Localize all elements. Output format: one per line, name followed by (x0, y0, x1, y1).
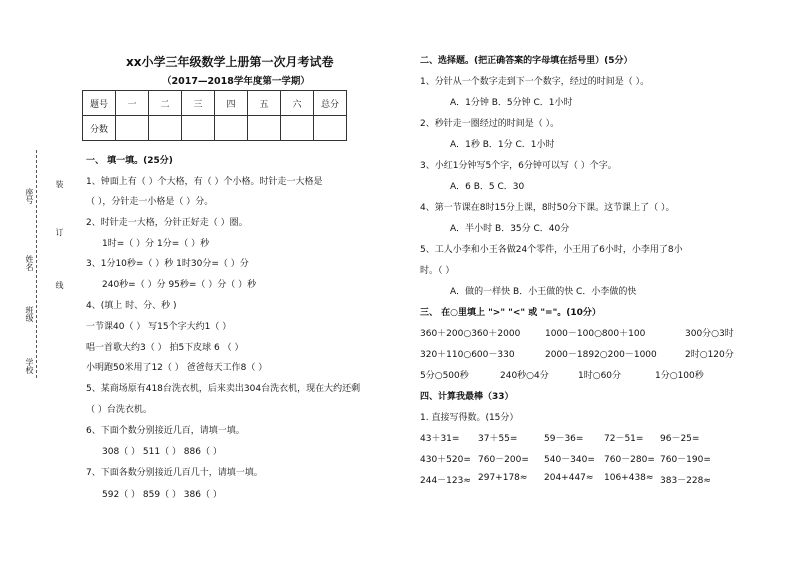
score-input-cell[interactable] (182, 116, 215, 141)
choice-2-options: A．1秒 B．1分 C．1小时 (450, 140, 555, 150)
section-4-heading: 四、计算我最棒（33） (420, 392, 514, 402)
compare-item: 2000－1892○200－1000 (545, 350, 657, 360)
score-table-score-row (83, 116, 347, 141)
calc-item: 760－200= (478, 455, 529, 465)
question-6: 6、下面个数分别接近几百，请填一填。 (86, 426, 245, 436)
binding-marker-zhuang: 装 (55, 180, 64, 188)
score-cell: 四 (215, 91, 248, 116)
compare-item: 5分○500秒 (420, 371, 469, 381)
question-2a: 1时=（ ）分 1分=（ ）秒 (102, 239, 210, 249)
section-4-subheading: 1. 直接写得数。(15分） (420, 413, 519, 423)
question-7a: 592（ ） 859（ ） 386（ ） (102, 490, 222, 500)
score-table (82, 90, 347, 141)
section-2-heading: 二、选择题。(把正确答案的字母填在括号里）(5分） (420, 56, 633, 66)
compare-item: 300分○3时 (685, 329, 734, 339)
calc-item: 760－280= (604, 455, 655, 465)
page-subtitle: （2017—2018学年度第一学期） (162, 76, 310, 87)
binding-label-class: 班级 (25, 306, 34, 322)
binding-line (36, 150, 37, 378)
choice-5a: 5、工人小李和小王各做24个零件，小王用了6小时，小李用了8小 (420, 245, 683, 255)
calc-item: 72－51= (604, 434, 644, 444)
calc-item: 383－228≈ (660, 476, 711, 486)
choice-5-options: A．做的一样快 B．小王做的快 C．小李做的快 (450, 287, 637, 297)
calc-item: 540－340= (544, 455, 595, 465)
question-5a: 5、某商场原有418台洗衣机，后来卖出304台洗衣机，现在大约还剩 (86, 384, 361, 394)
choice-5b: 时。（ ） (420, 266, 455, 276)
score-input-cell[interactable] (314, 116, 347, 141)
page-title: xx小学三年级数学上册第一次月考试卷 (126, 55, 334, 69)
calc-item: 760－190= (660, 455, 711, 465)
score-input-cell[interactable] (215, 116, 248, 141)
question-3b: 240秒=（ ）分 95秒=（ ）分（ ）秒 (102, 280, 257, 290)
question-4: 4、(填上 时、分、秒 ) (86, 301, 177, 311)
calc-item: 43＋31= (420, 434, 460, 444)
choice-4-options: A．半小时 B．35分 C．40分 (450, 224, 570, 234)
score-cell: 总分 (314, 91, 347, 116)
score-cell: 二 (149, 91, 182, 116)
compare-item: 360＋200○360＋2000 (420, 329, 521, 339)
section-3-heading: 三、 在○里填上 ">" "<" 或 "="。(10分） (420, 308, 601, 318)
calc-item: 59－36= (544, 434, 584, 444)
question-3a: 3、1分10秒=（ ）秒 1时30分=（ ）分 (86, 259, 249, 269)
compare-item: 240秒○4分 (500, 371, 549, 381)
binding-label-seat: 座号 (25, 188, 34, 204)
score-cell: 六 (281, 91, 314, 116)
score-table-header-row (83, 91, 347, 116)
score-cell: 分数 (83, 116, 116, 141)
question-7: 7、下面各数分别接近几百几十，请填一填。 (86, 468, 263, 478)
binding-marker-xian: 线 (55, 281, 64, 289)
choice-3-options: A．6 B．5 C．30 (450, 182, 525, 192)
calc-item: 430＋520= (420, 455, 471, 465)
score-cell: 一 (116, 91, 149, 116)
question-1a: 1、钟面上有（ ）个大格，有（ ）个小格。时针走一大格是 (86, 177, 323, 187)
calc-item: 96－25= (660, 434, 700, 444)
binding-marker-ding: 订 (55, 228, 64, 236)
score-input-cell[interactable] (149, 116, 182, 141)
question-6a: 308（ ） 511（ ） 886（ ） (102, 447, 222, 457)
choice-2: 2、秒针走一圈经过的时间是（ ）。 (420, 119, 560, 129)
compare-item: 2时○120分 (685, 350, 734, 360)
compare-item: 1时○60分 (578, 371, 622, 381)
choice-3: 3、小红1分钟写5个字，6分钟可以写（ ）个字。 (420, 161, 617, 171)
question-4a: 一节课40（ ） 写15个字大约1（ ） (86, 322, 232, 332)
score-cell: 五 (248, 91, 281, 116)
binding-label-name: 姓名 (25, 255, 34, 271)
score-cell: 三 (182, 91, 215, 116)
score-cell: 题号 (83, 91, 116, 116)
question-5b: （ ）台洗衣机。 (86, 405, 152, 415)
calc-item: 106+438≈ (604, 473, 654, 483)
calc-item: 204+447≈ (544, 473, 594, 483)
calc-item: 37＋55= (478, 434, 518, 444)
choice-1: 1、分针从一个数字走到下一个数字，经过的时间是（ ）。 (420, 77, 650, 87)
compare-item: 1000－100○800＋100 (545, 329, 646, 339)
question-4b: 唱一首歌大约3（ ） 拍5下皮球 6 （ ） (86, 343, 244, 353)
question-1b: （ ），分针走一小格是（ ）分。 (86, 197, 214, 207)
score-input-cell[interactable] (281, 116, 314, 141)
score-input-cell[interactable] (116, 116, 149, 141)
calc-item: 297+178≈ (478, 473, 528, 483)
question-2: 2、时针走一大格，分针正好走（ ）圈。 (86, 218, 248, 228)
question-4c: 小明跑50米用了12（ ） 爸爸每天工作8（ ） (86, 363, 268, 373)
compare-item: 1分○100秒 (655, 371, 704, 381)
section-1-heading: 一、 填一填。(25分) (86, 156, 173, 166)
binding-label-school: 学校 (25, 358, 34, 374)
choice-4: 4、第一节课在8时15分上课，8时50分下课。这节课上了（ ）。 (420, 203, 675, 213)
choice-1-options: A．1分钟 B．5分钟 C．1小时 (450, 98, 573, 108)
compare-item: 320＋110○600－330 (420, 350, 515, 360)
score-input-cell[interactable] (248, 116, 281, 141)
calc-item: 244－123≈ (420, 476, 471, 486)
